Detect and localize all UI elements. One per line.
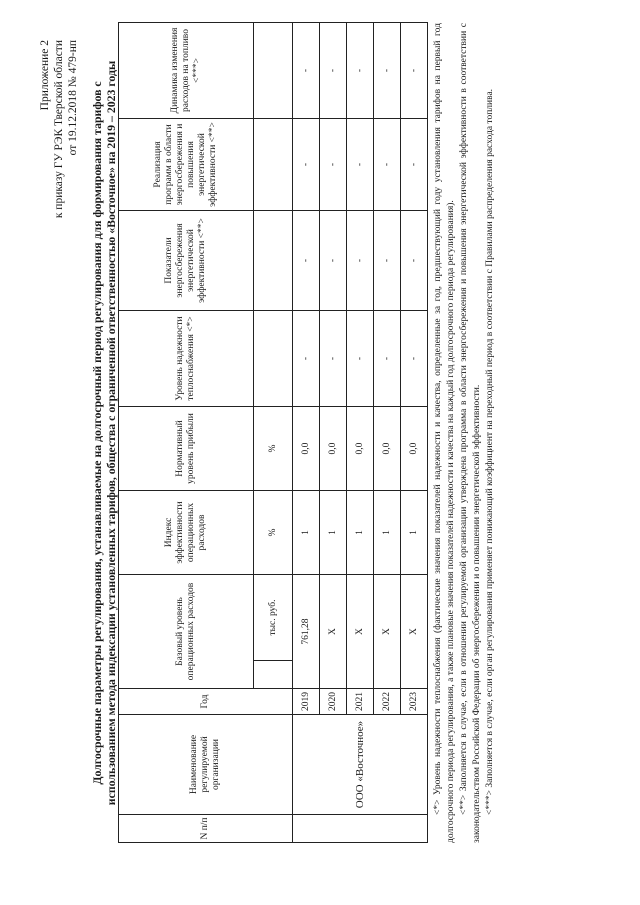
- unit-reliability: [254, 311, 293, 407]
- footnote-fuel: <***> Заполняется в случае, если орган регулирования применяет понижающий коэффициент на переходный период в соответствии с Правилами распределения расхода топлива.: [485, 88, 495, 815]
- cell-base: Х: [401, 575, 428, 689]
- cell-reliability: -: [320, 311, 347, 407]
- cell-program: -: [374, 119, 401, 211]
- cell-year: 2022: [374, 689, 401, 715]
- cell-base: Х: [320, 575, 347, 689]
- cell-reliability: -: [347, 311, 374, 407]
- cell-year: 2020: [320, 689, 347, 715]
- cell-fuel: -: [374, 23, 401, 119]
- cell-base: Х: [347, 575, 374, 689]
- footnote-reliability: <*> Уровень надежности теплоснабжения (фактические значения показателей надежности и качества, определенные за год, предшествующий году установления тарифов на первый год долгосрочного периода регулирования, а также плановые значения показателей надежности и качества на каждый год долгосрочного периода регулирования).: [433, 23, 456, 843]
- cell-fuel: -: [320, 23, 347, 119]
- cell-profit: 0,0: [320, 407, 347, 491]
- cell-energy: -: [401, 211, 428, 311]
- unit-program: [254, 119, 293, 211]
- parameters-table: [118, 22, 428, 843]
- cell-org-name: ООО «Восточное»: [293, 715, 428, 815]
- cell-base: 761,28: [293, 575, 320, 689]
- unit-empty: [254, 661, 293, 689]
- document-title: Долгосрочные параметры регулирования, устанавливаемые на долгосрочный период регулирования для формирования тарифов с использованием метода индексации установленных тарифов, общества с ограниченной ответственностью «Восточное» на 2019 – 2023 годы: [90, 60, 118, 806]
- cell-fuel: -: [347, 23, 374, 119]
- cell-fuel: -: [293, 23, 320, 119]
- cell-index: 1: [320, 491, 347, 575]
- cell-reliability: -: [374, 311, 401, 407]
- cell-energy: -: [293, 211, 320, 311]
- table-row: [293, 23, 320, 843]
- cell-year: 2023: [401, 689, 428, 715]
- header-org: Наименование регулируемой организации: [119, 715, 293, 815]
- header-index: Индекс эффективности операционных расходов: [119, 491, 254, 575]
- cell-index: 1: [401, 491, 428, 575]
- cell-energy: -: [374, 211, 401, 311]
- header-energy: Показатели энергосбережения энергетической эффективности <**>: [119, 211, 254, 311]
- unit-base: тыс. руб.: [254, 575, 293, 661]
- cell-num: [293, 815, 428, 843]
- cell-year: 2019: [293, 689, 320, 715]
- cell-reliability: -: [401, 311, 428, 407]
- header-program: Реализация программ в области энергосбережения и повышения энергетической эффективности <**>: [119, 119, 254, 211]
- appendix-line: к приказу ГУ РЭК Тверской области: [53, 40, 65, 219]
- cell-reliability: -: [293, 311, 320, 407]
- cell-index: 1: [374, 491, 401, 575]
- appendix-note: [38, 40, 80, 460]
- cell-energy: -: [320, 211, 347, 311]
- cell-base: Х: [374, 575, 401, 689]
- cell-profit: 0,0: [374, 407, 401, 491]
- unit-index: %: [254, 491, 293, 575]
- unit-energy: [254, 211, 293, 311]
- header-base: Базовый уровень операционных расходов: [119, 575, 254, 689]
- appendix-line: от 19.12.2018 № 479-нп: [67, 40, 79, 156]
- cell-profit: 0,0: [401, 407, 428, 491]
- cell-program: -: [320, 119, 347, 211]
- header-year: Год: [119, 689, 293, 715]
- footnote-energy: <**> Заполняется в случае, если в отношении регулируемой организации утверждена программа в области энергосбережения и повышения энергетической эффективности в соответствии с законодательством Российской Федерации об энергосбережении и о повышении энергетической эффективности.: [459, 23, 482, 843]
- cell-program: -: [293, 119, 320, 211]
- cell-profit: 0,0: [347, 407, 374, 491]
- header-num: N п/п: [119, 815, 293, 843]
- footnotes: [432, 23, 497, 843]
- unit-profit: %: [254, 407, 293, 491]
- header-fuel: Динамика изменения расходов на топливо <***>: [119, 23, 254, 119]
- cell-program: -: [401, 119, 428, 211]
- header-reliability: Уровень надежности теплоснабжения <*>: [119, 311, 254, 407]
- header-profit: Нормативный уровень прибыли: [119, 407, 254, 491]
- cell-profit: 0,0: [293, 407, 320, 491]
- cell-index: 1: [293, 491, 320, 575]
- cell-year: 2021: [347, 689, 374, 715]
- cell-energy: -: [347, 211, 374, 311]
- cell-fuel: -: [401, 23, 428, 119]
- unit-fuel: [254, 23, 293, 119]
- cell-index: 1: [347, 491, 374, 575]
- appendix-line: Приложение 2: [39, 40, 51, 111]
- cell-program: -: [347, 119, 374, 211]
